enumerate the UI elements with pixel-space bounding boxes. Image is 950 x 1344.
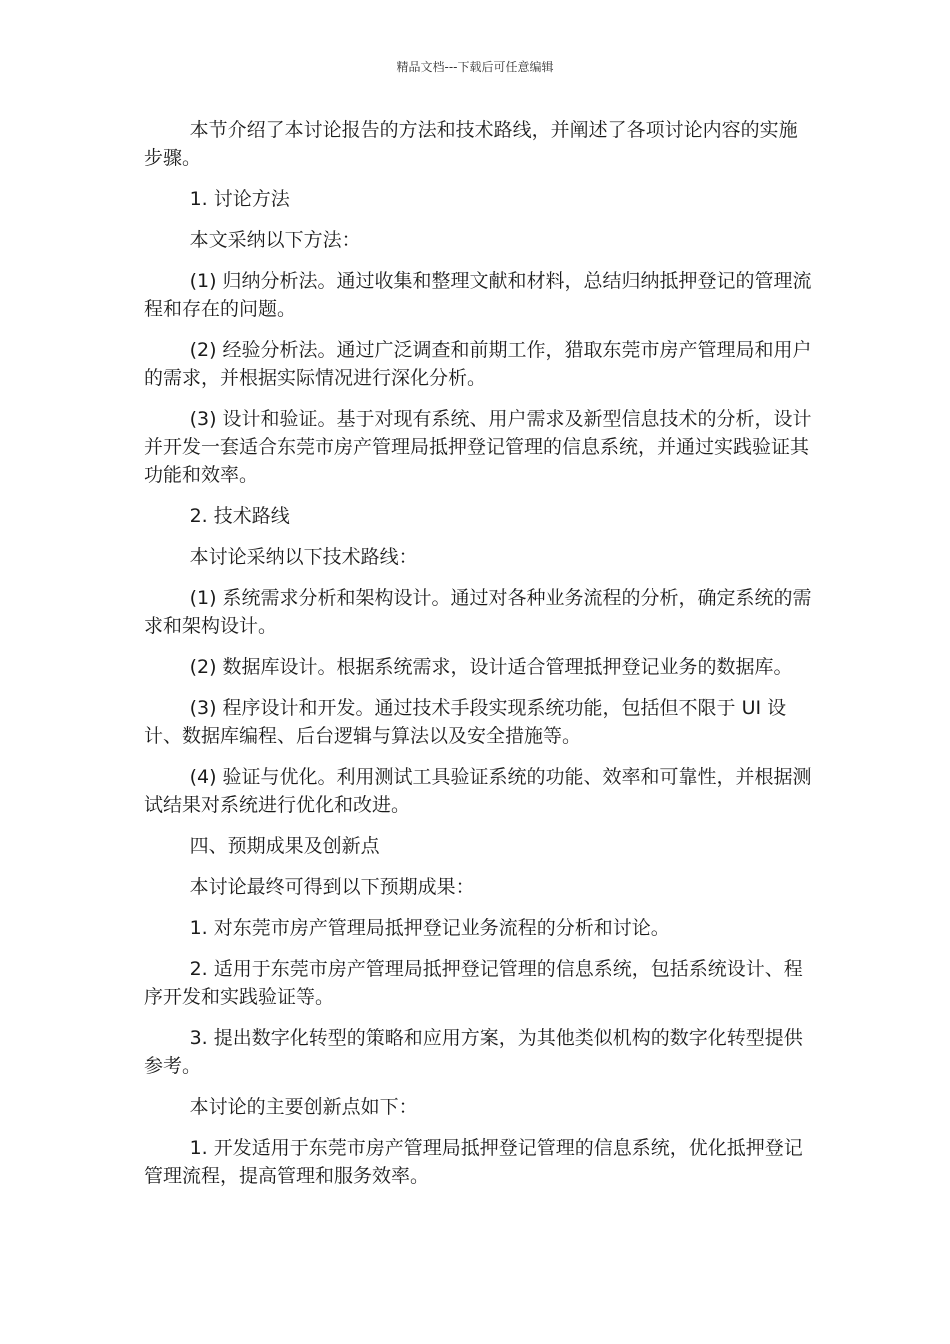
paragraph-result-2: 2. 适用于东莞市房产管理局抵押登记管理的信息系统，包括系统设计、程序开发和实践验证等。 [144, 958, 803, 1008]
heading-research-methods: 1. 讨论方法 [189, 188, 290, 210]
paragraph-method-3: (3) 设计和验证。基于对现有系统、用户需求及新型信息技术的分析，设计并开发一套适合东莞市房产管理局抵押登记管理的信息系统，并通过实践验证其功能和效率。 [144, 408, 812, 486]
paragraph-results-lead: 本讨论最终可得到以下预期成果： [189, 876, 475, 898]
paragraph-route-1: (1) 系统需求分析和架构设计。通过对各种业务流程的分析，确定系统的需求和架构设计。 [144, 587, 812, 637]
paragraph-innovation-1: 1. 开发适用于东莞市房产管理局抵押登记管理的信息系统，优化抵押登记管理流程，提高管理和服务效率。 [144, 1137, 803, 1187]
paragraph-route-lead: 本讨论采纳以下技术路线： [189, 546, 418, 568]
paragraph-route-2: (2) 数据库设计。根据系统需求，设计适合管理抵押登记业务的数据库。 [189, 656, 793, 678]
paragraph-method-1: (1) 归纳分析法。通过收集和整理文献和材料，总结归纳抵押登记的管理流程和存在的问题。 [144, 270, 812, 320]
paragraph-innovation-lead: 本讨论的主要创新点如下： [189, 1096, 418, 1118]
paragraph-result-3: 3. 提出数字化转型的策略和应用方案，为其他类似机构的数字化转型提供参考。 [144, 1027, 803, 1077]
paragraph-route-3: (3) 程序设计和开发。通过技术手段实现系统功能，包括但不限于 UI 设计、数据库编程、后台逻辑与算法以及安全措施等。 [144, 697, 787, 747]
paragraph-intro: 本节介绍了本讨论报告的方法和技术路线，并阐述了各项讨论内容的实施步骤。 [144, 119, 798, 169]
paragraph-route-4: (4) 验证与优化。利用测试工具验证系统的功能、效率和可靠性，并根据测试结果对系统进行优化和改进。 [144, 766, 812, 816]
paragraph-method-2: (2) 经验分析法。通过广泛调查和前期工作，猎取东莞市房产管理局和用户的需求，并根据实际情况进行深化分析。 [144, 339, 812, 389]
document-body [144, 116, 816, 1203]
heading-expected-results: 四、预期成果及创新点 [189, 835, 380, 857]
page-header: 精品文档---下载后可任意编辑 [396, 60, 554, 74]
paragraph-methods-lead: 本文采纳以下方法： [189, 229, 361, 251]
paragraph-result-1: 1. 对东莞市房产管理局抵押登记业务流程的分析和讨论。 [189, 917, 670, 939]
heading-technical-route: 2. 技术路线 [189, 505, 290, 527]
